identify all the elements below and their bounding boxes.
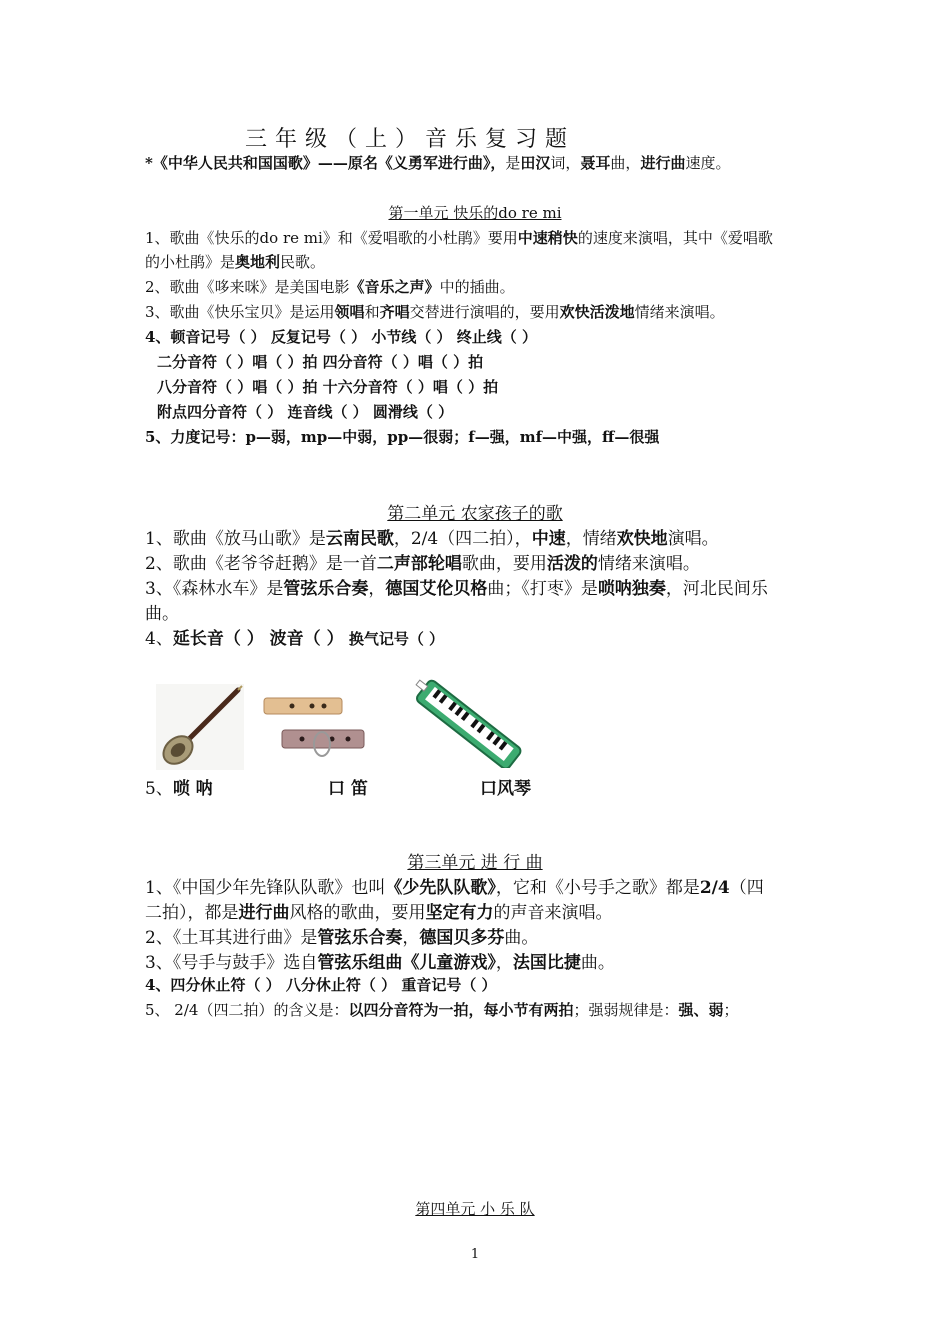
- unit2-q5: 5、唢 呐: [145, 779, 213, 799]
- unit3-q5: 5、 2/4（四二拍）的含义是：以四分音符为一拍，每小节有两拍；强弱规律是：强、弱；: [145, 1001, 739, 1019]
- page-title: 三年级（上）音乐复习题: [245, 127, 576, 152]
- unit2-q3: 3、《森林水车》是管弦乐合奏，德国艾伦贝格曲；《打枣》是唢呐独奏，河北民间乐: [145, 579, 768, 599]
- unit3-q1-cont: 二拍），都是进行曲风格的歌曲，要用坚定有力的声音来演唱。: [145, 903, 613, 923]
- unit3-q2: 2、《土耳其进行曲》是管弦乐合奏，德国贝多芬曲。: [145, 928, 539, 948]
- anthem-line: *《中华人民共和国国歌》——原名《义勇军进行曲》，是田汉词，聂耳曲，进行曲速度。: [145, 154, 731, 172]
- unit3-q3: 3、《号手与鼓手》选自管弦乐组曲《儿童游戏》，法国比捷曲。: [145, 953, 615, 973]
- unit1-q4: 4、顿音记号（ ） 反复记号（ ） 小节线（ ） 终止线（ ）: [145, 328, 537, 346]
- unit1-q4-notes-2: 八分音符（ ）唱（ ）拍 十六分音符（ ）唱（ ）拍: [157, 378, 499, 396]
- unit1-q1-cont: 的小杜鹃》是奥地利民歌。: [145, 253, 326, 271]
- unit1-q4-notes-1: 二分音符（ ）唱（ ）拍 四分音符（ ）唱（ ）拍: [157, 353, 484, 371]
- unit1-q1: 1、歌曲《快乐的do re mi》和《爱唱歌的小杜鹃》要用中速稍快的速度来演唱，其中《爱唱歌: [145, 229, 773, 247]
- unit1-q2: 2、歌曲《哆来咪》是美国电影《音乐之声》中的插曲。: [145, 278, 515, 296]
- unit2-q2: 2、歌曲《老爷爷赶鹅》是一首二声部轮唱歌曲，要用活泼的情绪来演唱。: [145, 554, 700, 574]
- kou-di-label: 口 笛: [328, 779, 368, 799]
- unit2-heading: 第二单元 农家孩子的歌: [387, 504, 563, 524]
- unit3-q1: 1、《中国少年先锋队队歌》也叫《少先队队歌》，它和《小号手之歌》都是2/4（四: [145, 878, 764, 898]
- unit1-q4-notes-3: 附点四分音符（ ） 连音线（ ） 圆滑线（ ）: [157, 403, 454, 421]
- unit1-q3: 3、歌曲《快乐宝贝》是运用领唱和齐唱交替进行演唱的，要用欢快活泼地情绪来演唱。: [145, 303, 725, 321]
- unit4-heading: 第四单元 小 乐 队: [415, 1200, 535, 1218]
- flute-icon: [262, 694, 366, 768]
- unit2-q1: 1、歌曲《放马山歌》是云南民歌，2/4（四二拍），中速，情绪欢快地演唱。: [145, 529, 719, 549]
- unit2-q3-cont: 曲。: [145, 604, 179, 624]
- suona-icon: [156, 684, 244, 770]
- unit3-q4: 4、四分休止符（ ） 八分休止符（ ） 重音记号（ ）: [145, 976, 497, 994]
- unit2-q4: 4、延长音（ ） 波音（ ） 换气记号（ ）: [145, 629, 445, 649]
- unit1-q5: 5、力度记号：p—弱，mp—中弱，pp—很弱；f—强，mf—中强，ff—很强: [145, 428, 660, 446]
- page-number: 1: [470, 1247, 480, 1262]
- melodica-icon: [404, 674, 534, 768]
- unit1-heading: 第一单元 快乐的do re mi: [388, 204, 562, 222]
- unit3-heading: 第三单元 进 行 曲: [407, 853, 543, 873]
- kou-feng-qin-label: 口风琴: [480, 779, 531, 799]
